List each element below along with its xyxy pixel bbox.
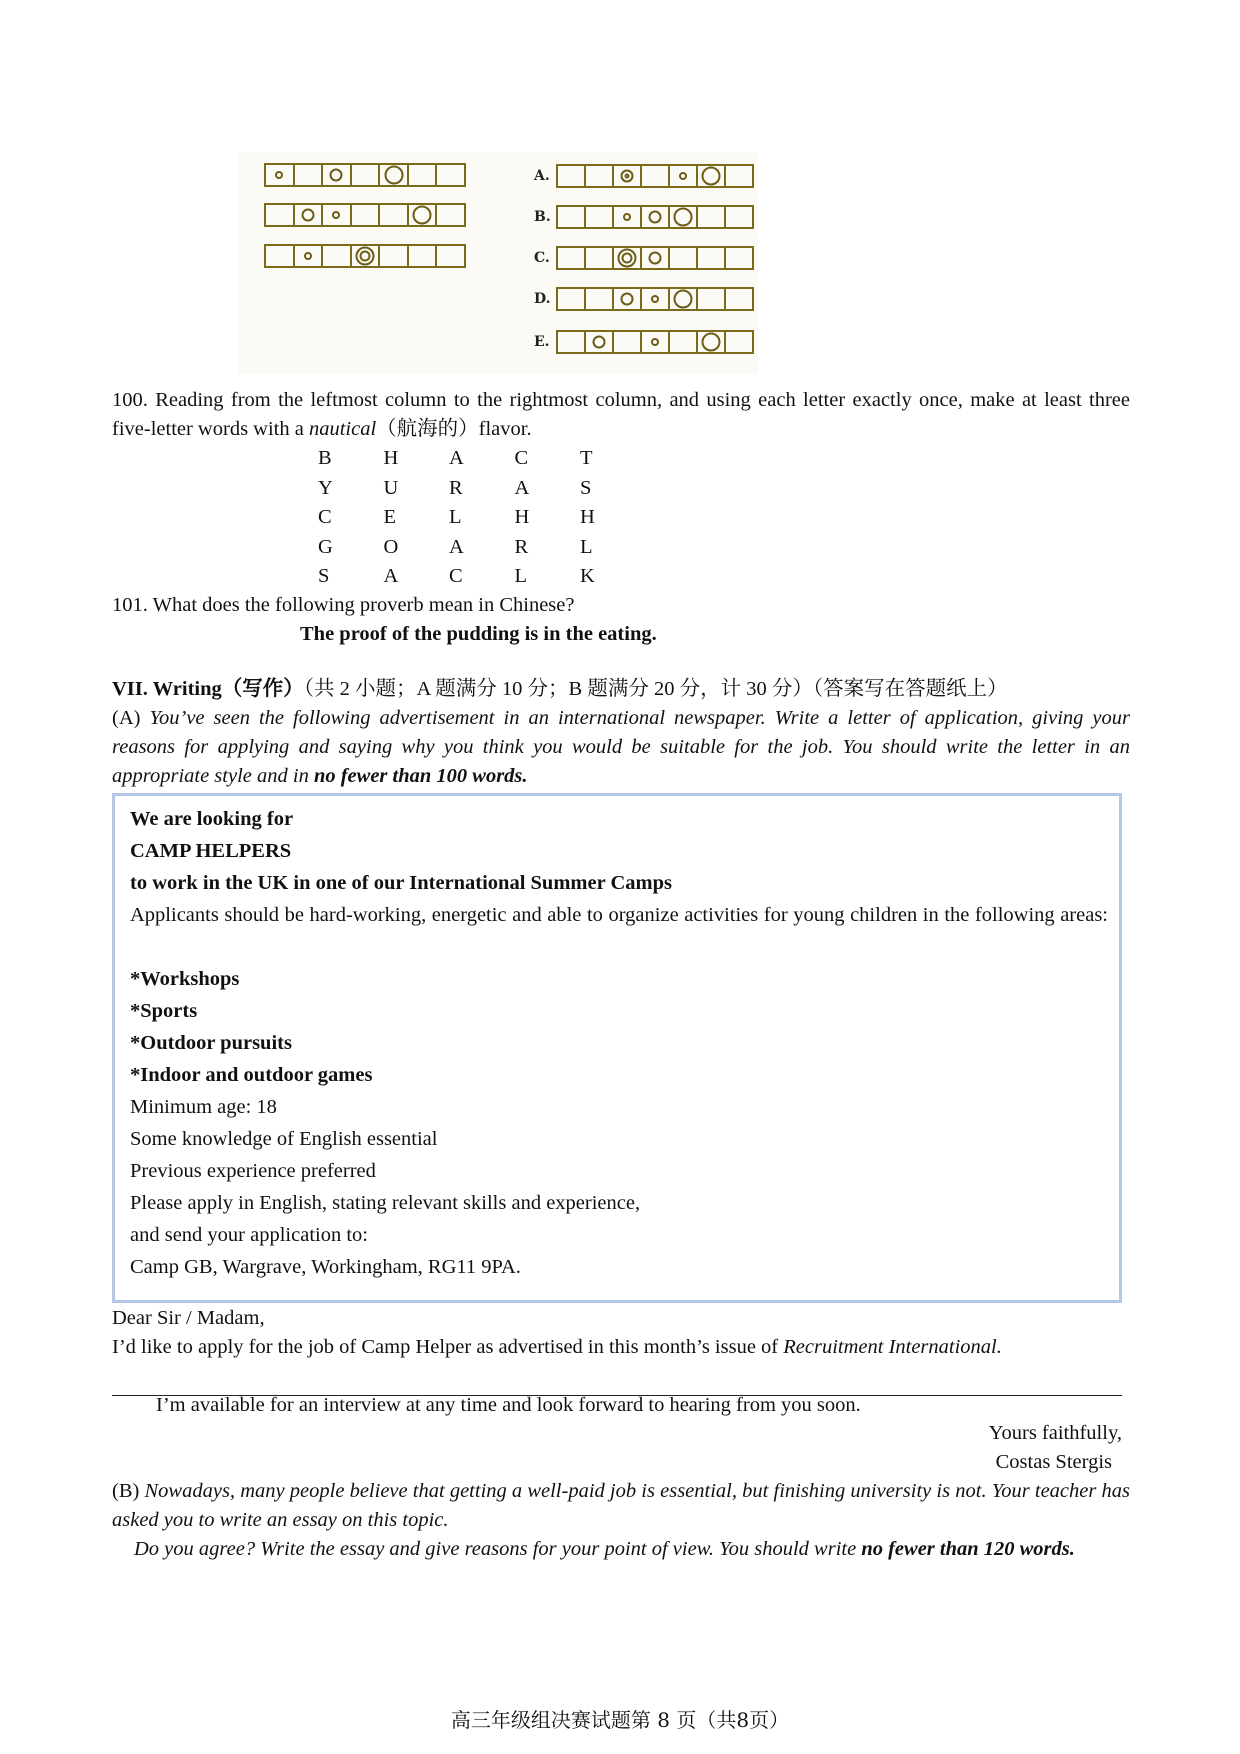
page-footer: 高三年级组决赛试题第 8 页（共8页） — [450, 1708, 790, 1732]
option-label-d: D. — [534, 291, 551, 307]
grid-letter: S — [580, 476, 592, 499]
letter-closing-line: I’m available for an interview at any time and look forward to hearing from you soon. — [156, 1394, 861, 1416]
grid-letter: O — [383, 535, 399, 558]
grid-letter: C — [449, 565, 463, 587]
ad-address: Camp GB, Wargrave, Workingham, RG11 9PA. — [130, 1256, 521, 1278]
pattern-strip — [264, 163, 466, 187]
writing-b-text: Nowadays, many people believe that getting a well-paid job is essential, but finishing university is not. Your teacher has asked you to write an essay on this topic. — [112, 1480, 1130, 1531]
option-label-b: B. — [534, 209, 551, 225]
grid-letter: S — [318, 565, 330, 587]
letter-grid-row — [318, 562, 646, 592]
ad-area-label: Workshops — [140, 968, 240, 990]
writing-b-word-count: no fewer than 120 words. — [861, 1538, 1075, 1560]
option-c-strip — [556, 246, 754, 270]
option-b-strip — [556, 205, 754, 229]
writing-heading-title: VII. Writing（写作） — [112, 678, 304, 700]
ad-experience: Previous experience preferred — [130, 1160, 376, 1182]
grid-letter: L — [514, 565, 528, 587]
grid-letter: B — [318, 447, 332, 469]
letter-signoff: Yours faithfully, — [988, 1422, 1122, 1444]
writing-a-instruction — [112, 704, 1130, 791]
grid-letter: Y — [318, 476, 333, 499]
ad-body: Applicants should be hard-working, energetic and able to organize activities for young children in the following areas: — [130, 904, 1108, 926]
grid-letter: G — [318, 535, 333, 558]
option-d-strip — [556, 287, 754, 311]
star-bullet-icon: * — [130, 1000, 141, 1022]
q100-italic-word: nautical — [308, 418, 377, 440]
proverb: The proof of the pudding is in the eating. — [300, 623, 657, 645]
grid-letter: E — [383, 506, 397, 528]
writing-heading — [112, 675, 1008, 703]
grid-letter: H — [580, 506, 595, 528]
ad-line-2: CAMP HELPERS — [130, 840, 292, 862]
letter-opening — [112, 1333, 1002, 1361]
ad-min-age: Minimum age: 18 — [130, 1096, 277, 1118]
ad-area-label: Sports — [140, 1000, 198, 1022]
option-a-strip — [556, 164, 754, 188]
grid-letter: C — [514, 447, 529, 469]
letter-name: Costas Stergis — [995, 1451, 1112, 1473]
writing-heading-scoring: （共 2 小题；A 题满分 10 分；B 题满分 20 分，计 30 分）（答案写在答题纸上） — [303, 678, 1008, 700]
question-100 — [112, 386, 1130, 444]
ad-area-item — [130, 995, 197, 1027]
grid-letter: T — [580, 447, 593, 469]
grid-letter: L — [580, 535, 593, 558]
ad-area-label: Outdoor pursuits — [140, 1032, 292, 1054]
writing-b-instruction-2 — [112, 1535, 1130, 1564]
grid-letter: U — [383, 476, 399, 499]
letter-publication: Recruitment International. — [783, 1336, 1002, 1358]
letter-grid-row — [318, 503, 646, 533]
ad-line-1: We are looking for — [130, 808, 294, 830]
grid-letter: H — [383, 447, 399, 469]
grid-letter: R — [449, 476, 463, 499]
grid-letter: L — [449, 506, 462, 528]
ad-send: and send your application to: — [130, 1224, 368, 1246]
grid-letter: C — [318, 506, 332, 528]
star-bullet-icon: * — [130, 968, 141, 990]
q100-text: 100. Reading from the leftmost column to the rightmost column, and using each letter exactly once, make at least three five-letter words with a — [112, 389, 1130, 440]
writing-b-instruction — [112, 1477, 1130, 1535]
writing-a-word-count: no fewer than 100 words. — [313, 765, 528, 787]
grid-letter: H — [514, 506, 530, 528]
option-label-a: A. — [534, 168, 550, 184]
grid-letter: A — [449, 535, 464, 558]
pattern-strip — [264, 244, 466, 268]
letter-opening-text: I’d like to apply for the job of Camp Helper as advertised in this month’s issue of — [112, 1336, 784, 1358]
ad-area-item — [130, 1027, 292, 1059]
letter-grid-row — [318, 533, 646, 563]
star-bullet-icon: * — [130, 1064, 141, 1086]
pattern-strip — [264, 203, 466, 227]
ad-english: Some knowledge of English essential — [130, 1128, 438, 1150]
option-label-c: C. — [534, 250, 550, 266]
ad-area-item — [130, 1059, 372, 1091]
letter-grid — [318, 444, 646, 592]
q100-text-end: （航海的）flavor. — [376, 418, 532, 440]
option-e-strip — [556, 330, 754, 354]
grid-letter: A — [449, 447, 464, 469]
ad-area-label: Indoor and outdoor games — [140, 1064, 373, 1086]
ad-area-item — [130, 963, 239, 995]
star-bullet-icon: * — [130, 1032, 141, 1054]
option-label-e: E. — [534, 334, 550, 350]
writing-b-label: (B) — [112, 1480, 145, 1502]
grid-letter: A — [383, 565, 399, 587]
letter-grid-row — [318, 444, 646, 474]
ad-line-3: to work in the UK in one of our International Summer Camps — [130, 872, 672, 894]
writing-a-label: (A) — [112, 707, 150, 729]
writing-b-text-2: Do you agree? Write the essay and give reasons for your point of view. You should write — [134, 1538, 862, 1560]
grid-letter: A — [514, 476, 530, 499]
grid-letter: K — [580, 565, 595, 587]
question-101: 101. What does the following proverb mean in Chinese? — [112, 594, 575, 616]
ad-apply: Please apply in English, stating relevant skills and experience, — [130, 1192, 641, 1214]
writing-a-text: You’ve seen the following advertisement in an international newspaper. Write a letter of application, giving your reasons for applying and saying why you think you would be suitable for the job. You should write the letter in an appropriate style and in — [112, 707, 1130, 787]
grid-letter: R — [514, 535, 529, 558]
letter-grid-row — [318, 474, 646, 504]
pattern-figure — [238, 152, 758, 374]
letter-salutation: Dear Sir / Madam, — [112, 1307, 265, 1329]
